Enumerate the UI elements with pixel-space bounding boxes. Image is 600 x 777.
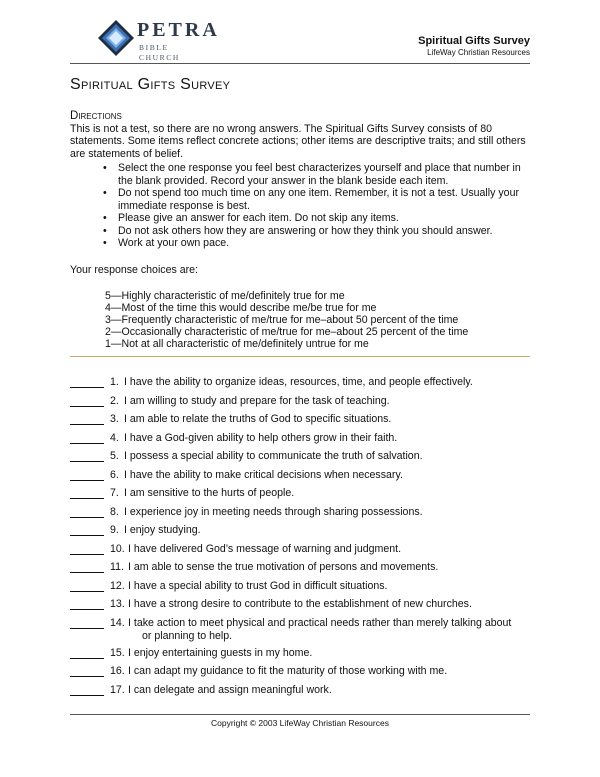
answer-blank[interactable]	[70, 517, 104, 518]
item-text: I am able to relate the truths of God to specific situations.	[124, 413, 392, 425]
survey-item	[70, 450, 532, 469]
survey-item	[70, 469, 532, 488]
survey-item	[70, 598, 532, 617]
survey-item	[70, 647, 532, 666]
item-number: 13.	[110, 598, 125, 610]
item-text: I have a strong desire to contribute to the establishment of new churches.	[128, 598, 472, 610]
answer-blank[interactable]	[70, 695, 104, 696]
directions-bullet: • Work at your own pace.	[70, 237, 532, 250]
item-text: I have a special ability to trust God in difficult situations.	[128, 579, 388, 592]
item-text: I possess a special ability to communicate the truth of salvation.	[124, 450, 423, 462]
item-text: I have delivered God’s message of warning and judgment.	[128, 542, 402, 555]
survey-items	[70, 376, 532, 702]
item-number: 10.	[110, 542, 125, 555]
item-number: 17.	[110, 683, 125, 696]
choice-2: 2—Occasionally characteristic of me/true for me–about 25 percent of the time	[105, 326, 469, 338]
item-text: I can adapt my guidance to fit the maturity of those working with me.	[128, 665, 448, 677]
directions-bullet: • Do not spend too much time on any one item. Remember, it is not a test. Usually your immediate response is best.	[70, 187, 532, 212]
item-text: I have the ability to make critical decisions when necessary.	[124, 468, 403, 481]
answer-blank[interactable]	[70, 461, 104, 462]
survey-item	[70, 376, 532, 395]
survey-item	[70, 506, 532, 525]
item-number: 14.	[110, 616, 125, 629]
choice-1: 1—Not at all characteristic of me/definitely untrue for me	[105, 338, 369, 350]
section-divider	[70, 356, 530, 357]
answer-blank[interactable]	[70, 480, 104, 481]
survey-item	[70, 432, 532, 451]
response-choices	[105, 290, 468, 350]
footer-divider	[70, 714, 530, 715]
item-number: 8.	[110, 505, 119, 518]
survey-item	[70, 665, 532, 684]
survey-item	[70, 395, 532, 414]
item-text: I enjoy studying.	[124, 524, 201, 536]
answer-blank[interactable]	[70, 498, 104, 499]
item-number: 3.	[110, 413, 119, 425]
item-text-continued: or planning to help.	[142, 629, 233, 642]
survey-item	[70, 617, 532, 647]
survey-item	[70, 684, 532, 703]
survey-item	[70, 524, 532, 543]
item-text: I am willing to study and prepare for the task of teaching.	[124, 394, 390, 407]
item-number: 15.	[110, 646, 125, 659]
logo-subtitle: BIBLE CHURCH	[139, 43, 180, 62]
item-number: 5.	[110, 450, 119, 462]
diamond-logo-icon	[97, 19, 135, 57]
directions-body: This is not a test, so there are no wrong answers. The Spiritual Gifts Survey consists of 80 statements. Some items reflect concrete actions; other items are descriptive traits; and still others are statements of belief.	[70, 122, 526, 160]
choice-5: 5—Highly characteristic of me/definitely true for me	[105, 290, 345, 302]
directions-section	[70, 110, 532, 250]
answer-blank[interactable]	[70, 387, 104, 388]
item-number: 4.	[110, 431, 119, 444]
item-text: I have the ability to organize ideas, resources, time, and people effectively.	[124, 376, 473, 388]
answer-blank[interactable]	[70, 676, 104, 677]
answer-blank[interactable]	[70, 591, 104, 592]
directions-bullet: • Do not ask others how they are answering or how they think you should answer.	[70, 225, 532, 238]
answer-blank[interactable]	[70, 554, 104, 555]
page-title: Spiritual Gifts Survey	[70, 76, 231, 93]
choices-intro: Your response choices are:	[70, 264, 198, 276]
directions-bullet: • Please give an answer for each item. Do not skip any items.	[70, 212, 532, 225]
answer-blank[interactable]	[70, 572, 104, 573]
survey-item	[70, 413, 532, 432]
item-number: 7.	[110, 487, 119, 499]
item-number: 2.	[110, 394, 119, 407]
item-number: 11.	[110, 561, 124, 573]
header-divider	[70, 63, 530, 64]
answer-blank[interactable]	[70, 424, 104, 425]
item-text: I enjoy entertaining guests in my home.	[128, 646, 313, 659]
item-text: I take action to meet physical and practical needs rather than merely talking about	[128, 616, 512, 629]
item-number: 1.	[110, 376, 119, 388]
header-subtitle: LifeWay Christian Resources	[427, 48, 530, 57]
item-number: 16.	[110, 665, 125, 677]
survey-item	[70, 580, 532, 599]
church-logo	[97, 17, 220, 62]
item-number: 6.	[110, 468, 119, 481]
survey-item	[70, 543, 532, 562]
answer-blank[interactable]	[70, 443, 104, 444]
survey-item	[70, 561, 532, 580]
answer-blank[interactable]	[70, 535, 104, 536]
answer-blank[interactable]	[70, 406, 104, 407]
answer-blank[interactable]	[70, 609, 104, 610]
item-text: I am able to sense the true motivation of persons and movements.	[128, 561, 439, 573]
answer-blank[interactable]	[70, 658, 104, 659]
answer-blank[interactable]	[70, 628, 104, 629]
choice-4: 4—Most of the time this would describe me/be true for me	[105, 302, 377, 314]
header-text	[418, 35, 530, 58]
item-number: 12.	[110, 579, 125, 592]
directions-heading: Directions	[70, 110, 122, 122]
copyright-footer: Copyright © 2003 LifeWay Christian Resources	[211, 718, 389, 728]
item-text: I can delegate and assign meaningful work.	[128, 683, 332, 696]
page-header	[0, 0, 600, 66]
header-title: Spiritual Gifts Survey	[418, 35, 530, 47]
item-text: I am sensitive to the hurts of people.	[124, 487, 295, 499]
survey-item	[70, 487, 532, 506]
directions-bullet: • Select the one response you feel best characterizes yourself and place that number in the blank provided. Record your answer in the blank beside each item.	[70, 162, 532, 187]
logo-wordmark: PETRA	[137, 19, 220, 41]
item-text: I have a God-given ability to help others grow in their faith.	[124, 431, 398, 444]
choice-3: 3—Frequently characteristic of me/true for me–about 50 percent of the time	[105, 314, 459, 326]
item-text: I experience joy in meeting needs through sharing possessions.	[124, 505, 423, 518]
directions-list	[70, 162, 532, 250]
item-number: 9.	[110, 524, 119, 536]
